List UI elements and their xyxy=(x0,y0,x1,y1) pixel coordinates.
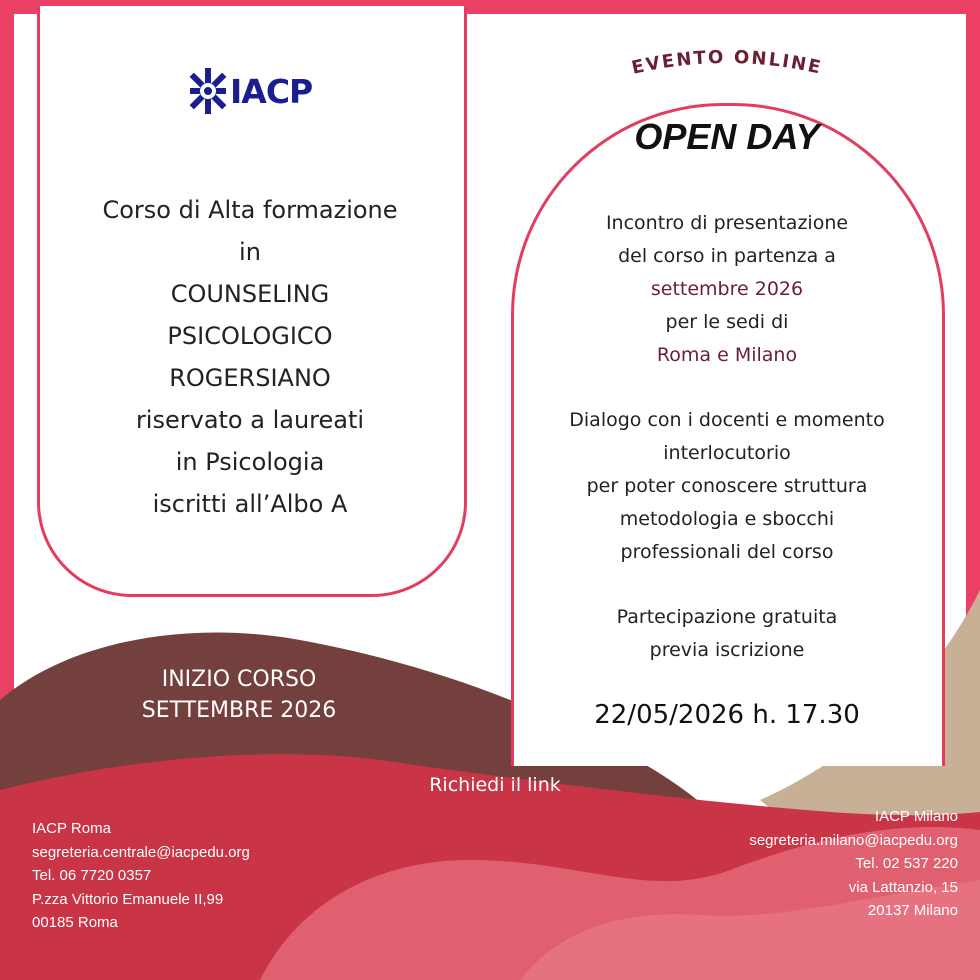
roma-email[interactable]: segreteria.centrale@iacpedu.org xyxy=(32,843,250,861)
event-line: professionali del corso xyxy=(620,541,834,563)
event-line: interlocutorio xyxy=(663,442,791,464)
course-line: in Psicologia xyxy=(175,448,325,476)
roma-phone: Tel. 06 7720 0357 xyxy=(32,867,152,884)
event-line: per le sedi di xyxy=(665,311,789,333)
logo-text: IACP xyxy=(230,71,313,111)
milano-address: via Lattanzio, 15 xyxy=(848,878,958,896)
event-date-month: settembre 2026 xyxy=(650,278,804,300)
course-line: Corso di Alta formazione xyxy=(102,196,398,224)
milano-email[interactable]: segreteria.milano@iacpedu.org xyxy=(749,831,958,849)
iacp-logo xyxy=(188,66,312,116)
event-line: Dialogo con i docenti e momento xyxy=(569,409,885,431)
course-start xyxy=(104,664,374,726)
svg-text:EVENTO ONLINE xyxy=(630,47,824,79)
event-line: Partecipazione gratuita xyxy=(616,606,838,628)
course-line: COUNSELING xyxy=(170,280,330,308)
course-description xyxy=(40,189,460,525)
contact-milano xyxy=(749,805,958,923)
evento-online-label xyxy=(612,44,842,84)
event-line: del corso in partenza a xyxy=(618,245,836,267)
evento-online-text: EVENTO ONLINE xyxy=(629,46,825,79)
roma-city: 00185 Roma xyxy=(32,914,118,931)
milano-name: IACP Milano xyxy=(874,808,958,825)
open-day-title: OPEN DAY xyxy=(634,116,820,157)
course-line: riservato a laureati xyxy=(135,406,365,434)
course-start-line2: SETTEMBRE 2026 xyxy=(141,698,337,723)
event-datetime: 22/05/2026 h. 17.30 xyxy=(594,700,860,730)
course-line: PSICOLOGICO xyxy=(167,322,333,350)
snowflake-icon xyxy=(188,66,228,116)
event-line: previa iscrizione xyxy=(649,639,805,661)
roma-address: P.zza Vittorio Emanuele II,99 xyxy=(32,890,224,908)
milano-phone: Tel. 02 537 220 xyxy=(855,855,958,872)
event-description xyxy=(512,207,942,667)
course-start-line1: INIZIO CORSO xyxy=(161,667,317,692)
contact-roma xyxy=(32,817,250,935)
event-line: per poter conoscere struttura xyxy=(586,475,868,497)
milano-city: 20137 Milano xyxy=(867,902,958,919)
course-line: iscritti all’Albo A xyxy=(152,490,348,518)
roma-name: IACP Roma xyxy=(32,820,111,837)
request-link[interactable]: Richiedi il link xyxy=(429,774,561,796)
course-line: in xyxy=(239,238,261,266)
course-line: ROGERSIANO xyxy=(169,364,331,392)
event-locations: Roma e Milano xyxy=(656,344,798,366)
event-line: Incontro di presentazione xyxy=(605,212,849,234)
event-line: metodologia e sbocchi xyxy=(619,508,835,530)
